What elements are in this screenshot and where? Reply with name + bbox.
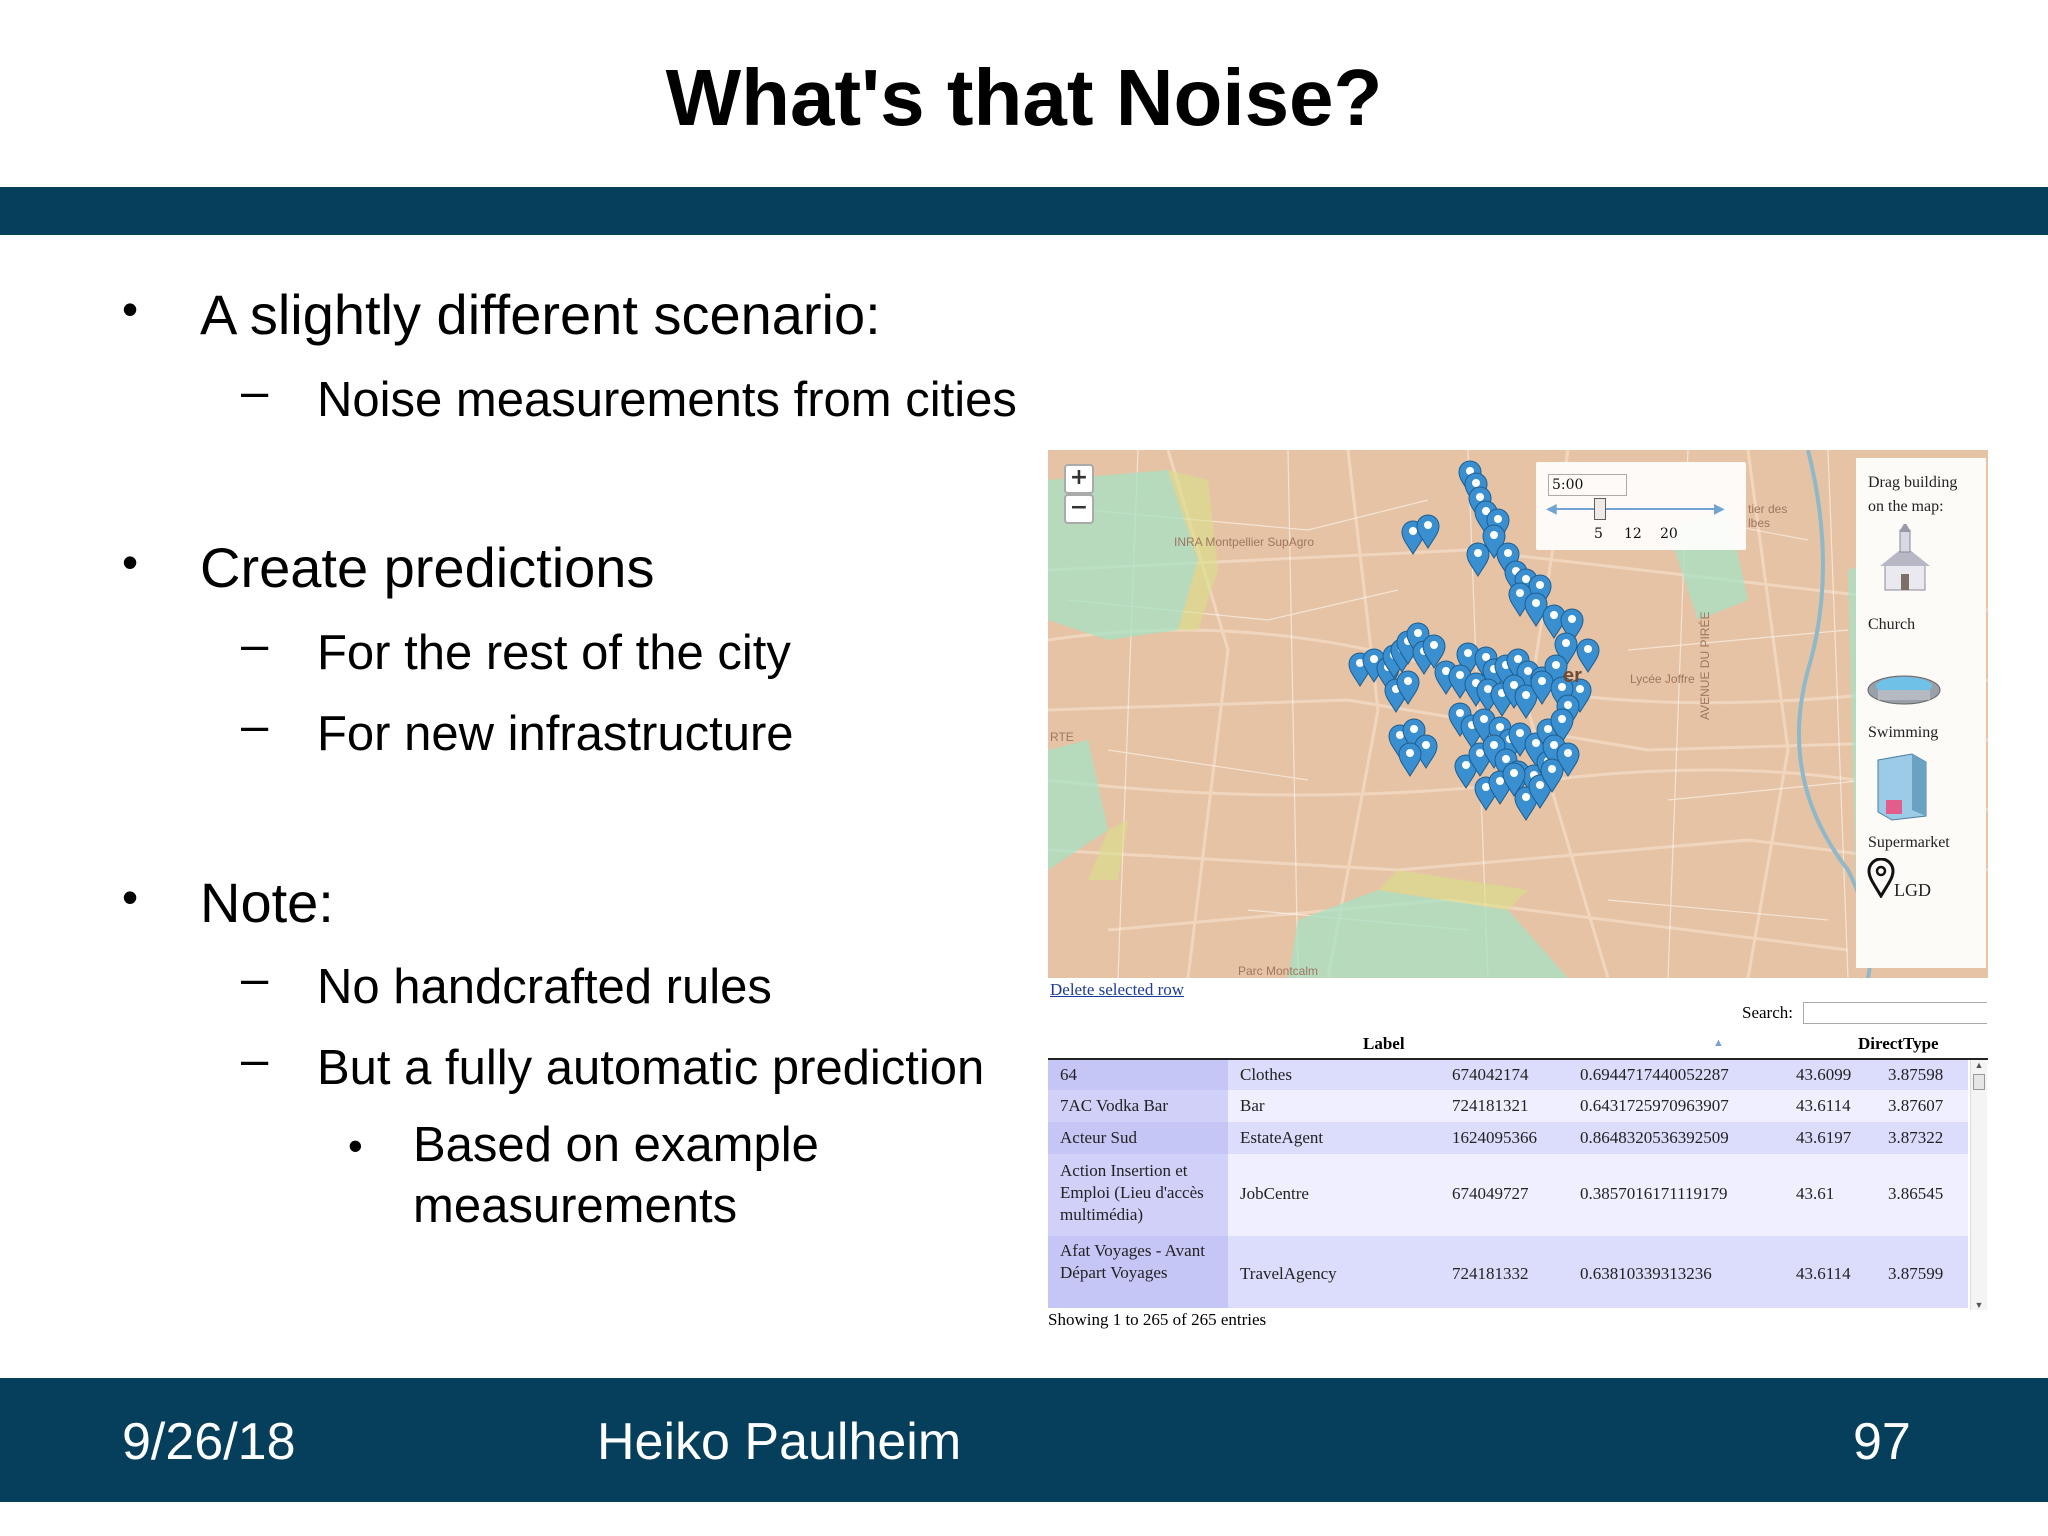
map-marker-dot <box>1564 701 1572 709</box>
scroll-thumb[interactable] <box>1973 1074 1985 1090</box>
cell-lat: 43.6197 <box>1796 1128 1852 1147</box>
map-marker-dot <box>1414 629 1422 637</box>
bullet-2 <box>122 535 655 600</box>
map-marker-dot <box>1548 765 1556 773</box>
map-marker-dot <box>1476 493 1484 501</box>
noise-map[interactable] <box>1048 450 1988 978</box>
map-marker-dot <box>1496 777 1504 785</box>
map-marker-dot <box>1430 641 1438 649</box>
cell-score: 0.3857016171119179 <box>1580 1184 1728 1203</box>
map-label: INRA Montpellier SupAgro <box>1174 535 1315 549</box>
map-marker-dot <box>1522 691 1530 699</box>
map-label: AVENUE DU PIRÉE <box>1698 611 1712 720</box>
map-marker-dot <box>1462 761 1470 769</box>
bullet-glyph: • <box>122 871 139 923</box>
map-canvas <box>1048 450 1988 978</box>
palette-item-swimming-label: Swimming <box>1868 724 1939 741</box>
table-info: Showing 1 to 265 of 265 entries <box>1048 1310 1267 1329</box>
map-marker-dot <box>1472 479 1480 487</box>
search-label: Search: <box>1742 1003 1793 1022</box>
building-palette <box>1856 458 1986 968</box>
table-row[interactable] <box>1048 1122 1968 1154</box>
time-value-field[interactable]: 5:00 <box>1548 474 1627 496</box>
cell-label: Action Insertion et Emploi (Lieu d'accès multimédia) <box>1060 1161 1204 1224</box>
cell-label: 7AC Vodka Bar <box>1060 1096 1168 1115</box>
cell-label: Acteur Sud <box>1060 1128 1137 1147</box>
map-marker-dot <box>1510 681 1518 689</box>
bullet-3 <box>122 870 334 935</box>
cell-id: 724181321 <box>1452 1096 1529 1115</box>
sort-asc-icon[interactable]: ▲ <box>1713 1037 1724 1049</box>
map-marker-dot <box>1476 749 1484 757</box>
cell-score: 0.6431725970963907 <box>1580 1096 1729 1115</box>
footer-author: Heiko Paulheim <box>597 1413 962 1471</box>
sub-sub-bullet <box>348 1115 819 1237</box>
cell-lon: 3.87322 <box>1888 1128 1944 1147</box>
column-header-directtype[interactable]: DirectType <box>1858 1034 1939 1053</box>
table-header <box>1048 1030 1988 1060</box>
cell-type: Clothes <box>1240 1065 1292 1084</box>
swimming-icon[interactable] <box>1864 666 1944 710</box>
map-marker-dot <box>1456 709 1464 717</box>
map-marker-dot <box>1480 715 1488 723</box>
dash-glyph: – <box>241 1033 269 1087</box>
delete-selected-row-link[interactable]: Delete selected row <box>1050 980 1185 999</box>
map-pin-icon[interactable] <box>1866 858 1896 898</box>
cell-lat: 43.6114 <box>1796 1096 1851 1115</box>
table-row[interactable] <box>1048 1060 1968 1090</box>
time-slider-panel <box>1536 462 1746 550</box>
column-header-label[interactable]: Label <box>1363 1034 1405 1053</box>
map-marker[interactable] <box>1399 743 1421 776</box>
map-marker-dot <box>1568 615 1576 623</box>
search-input[interactable] <box>1803 1002 1987 1024</box>
map-label: er <box>1563 665 1582 687</box>
cell-lon: 3.87607 <box>1888 1096 1944 1115</box>
map-marker-dot <box>1536 581 1544 589</box>
dash-glyph: – <box>241 365 269 419</box>
slide-title: What's that Noise? <box>665 53 1383 142</box>
map-marker-dot <box>1514 655 1522 663</box>
sub-bullet-text: Noise measurements from cities <box>317 373 1017 427</box>
bullet-glyph: • <box>122 536 139 588</box>
time-slider-thumb[interactable] <box>1594 498 1606 520</box>
cell-type: Bar <box>1240 1096 1265 1115</box>
church-icon[interactable] <box>1870 524 1940 594</box>
palette-item-supermarket-label: Supermarket <box>1868 834 1950 851</box>
table-row[interactable] <box>1048 1236 1968 1308</box>
sub-bullet-3-2 <box>241 1033 985 1096</box>
map-marker-dot <box>1474 549 1482 557</box>
map-marker-dot <box>1504 549 1512 557</box>
map-marker-dot <box>1502 755 1510 763</box>
bullet-glyph: • <box>122 283 139 335</box>
cell-id: 1624095366 <box>1452 1128 1537 1147</box>
map-label: Parc Montcalm <box>1238 964 1319 978</box>
table-row[interactable] <box>1048 1154 1968 1236</box>
map-marker-dot <box>1544 725 1552 733</box>
map-marker-dot <box>1464 649 1472 657</box>
time-tick: 20 <box>1660 526 1678 542</box>
map-marker-dot <box>1552 661 1560 669</box>
sub-bullet-1-1 <box>241 365 1017 428</box>
map-marker-dot <box>1490 741 1498 749</box>
map-marker-dot <box>1564 749 1572 757</box>
map-marker-dot <box>1532 599 1540 607</box>
map-marker-dot <box>1516 589 1524 597</box>
arrow-left-icon[interactable]: ◀ <box>1546 500 1557 516</box>
cell-score: 0.63810339313236 <box>1580 1264 1712 1283</box>
bullet-3-text: Note: <box>200 871 334 934</box>
map-marker-dot <box>1516 729 1524 737</box>
cell-type: EstateAgent <box>1240 1128 1324 1147</box>
map-marker-dot <box>1490 531 1498 539</box>
map-marker-dot <box>1532 739 1540 747</box>
cell-score: 0.6944717440052287 <box>1580 1065 1729 1084</box>
arrow-right-icon[interactable]: ▶ <box>1714 500 1725 516</box>
bullet-glyph: • <box>348 1122 363 1169</box>
footer-bar <box>0 1378 2048 1502</box>
map-marker-dot <box>1409 527 1417 535</box>
table-row[interactable] <box>1048 1090 1968 1122</box>
map-marker-dot <box>1538 677 1546 685</box>
palette-item-church-label: Church <box>1868 616 1916 633</box>
map-label: Lycée Joffre <box>1630 672 1695 686</box>
map-marker-dot <box>1522 793 1530 801</box>
lgd-label: LGD <box>1894 880 1931 900</box>
zoom-out-button[interactable]: − <box>1064 494 1094 524</box>
map-marker-dot <box>1558 715 1566 723</box>
sub-bullet-text: For new infrastructure <box>317 707 794 761</box>
bullet-1 <box>122 282 881 347</box>
supermarket-icon[interactable] <box>1872 750 1932 822</box>
cell-lon: 3.86545 <box>1888 1184 1944 1203</box>
cell-id: 674042174 <box>1452 1065 1529 1084</box>
map-marker-dot <box>1524 667 1532 675</box>
sub-bullet-text: But a fully automatic prediction <box>317 1041 985 1095</box>
map-marker-dot <box>1522 575 1530 583</box>
cell-lat: 43.6114 <box>1796 1264 1851 1283</box>
sub-bullet-text: For the rest of the city <box>317 626 791 680</box>
sub-bullet-2-1 <box>241 618 791 681</box>
footer-date: 9/26/18 <box>122 1413 296 1471</box>
scroll-down-icon[interactable]: ▼ <box>1974 1300 1984 1310</box>
map-marker-dot <box>1410 725 1418 733</box>
table-scrollbar[interactable] <box>1970 1060 1987 1310</box>
map-marker-dot <box>1496 723 1504 731</box>
map-label: RTE <box>1050 730 1074 744</box>
bullet-2-text: Create predictions <box>200 536 655 599</box>
cell-lat: 43.6099 <box>1796 1065 1852 1084</box>
cell-type: TravelAgency <box>1240 1264 1337 1283</box>
header-bar <box>0 187 2048 235</box>
map-marker-dot <box>1584 645 1592 653</box>
map-marker-dot <box>1456 671 1464 679</box>
map-marker-dot <box>1550 611 1558 619</box>
cell-label: 64 <box>1060 1065 1077 1084</box>
map-marker-dot <box>1562 639 1570 647</box>
cell-score: 0.8648320536392509 <box>1580 1128 1729 1147</box>
cell-id: 724181332 <box>1452 1264 1529 1283</box>
sub-bullet-3-1 <box>241 952 772 1015</box>
map-marker-dot <box>1550 741 1558 749</box>
zoom-in-button[interactable]: + <box>1064 464 1094 494</box>
map-marker-dot <box>1494 515 1502 523</box>
cell-lon: 3.87598 <box>1888 1065 1944 1084</box>
map-marker-dot <box>1510 769 1518 777</box>
sub-bullet-text: No handcrafted rules <box>317 960 772 1014</box>
sub-bullet-2-2 <box>241 699 794 762</box>
sub-sub-bullet-line-2: measurements <box>413 1179 738 1233</box>
time-slider-track[interactable] <box>1556 508 1716 510</box>
map-marker-dot <box>1422 741 1430 749</box>
cell-id: 674049727 <box>1452 1184 1529 1203</box>
cell-lat: 43.61 <box>1796 1184 1835 1203</box>
cell-label: Afat Voyages - Avant Départ Voyages <box>1060 1241 1205 1282</box>
cell-lon: 3.87599 <box>1888 1264 1944 1283</box>
table-body <box>1048 1060 1968 1308</box>
time-tick: 12 <box>1624 526 1642 542</box>
map-label: tier des lbes <box>1748 502 1788 530</box>
map-marker-dot <box>1406 749 1414 757</box>
map-marker-dot <box>1404 677 1412 685</box>
bullet-1-text: A slightly different scenario: <box>200 283 881 346</box>
time-tick: 5 <box>1594 526 1603 542</box>
map-marker-dot <box>1424 521 1432 529</box>
sub-sub-bullet-line-1: Based on example <box>413 1118 819 1172</box>
dash-glyph: – <box>241 618 269 672</box>
map-marker-dot <box>1536 781 1544 789</box>
cell-type: JobCentre <box>1240 1184 1309 1203</box>
footer-page-number: 97 <box>1853 1413 1911 1471</box>
palette-instruction: Drag building <box>1868 474 1958 491</box>
map-marker-dot <box>1370 655 1378 663</box>
embedded-app-screenshot <box>1048 450 1988 1336</box>
map-marker[interactable] <box>1467 543 1489 576</box>
scroll-up-icon[interactable]: ▲ <box>1974 1060 1984 1070</box>
dash-glyph: – <box>241 952 269 1006</box>
palette-instruction: on the map: <box>1868 498 1944 515</box>
dash-glyph: – <box>241 699 269 753</box>
